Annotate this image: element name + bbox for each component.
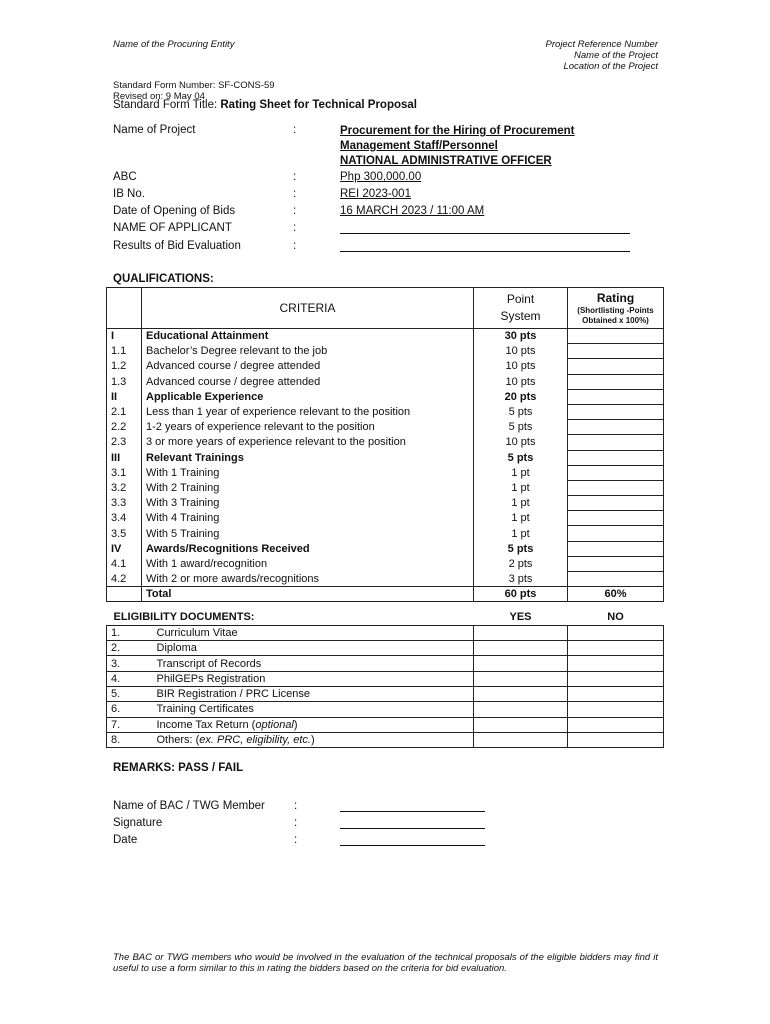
criteria-num: III	[107, 450, 142, 465]
criteria-rating-cell[interactable]	[568, 420, 664, 435]
criteria-num: 2.3	[107, 435, 142, 450]
header-num-cell	[107, 288, 142, 329]
eligibility-no-cell[interactable]	[568, 717, 664, 732]
total-num-cell	[107, 587, 142, 602]
eligibility-row	[107, 702, 664, 717]
eligibility-yes-cell[interactable]	[474, 641, 568, 656]
signature-blank-line[interactable]	[340, 817, 485, 829]
form-title-prefix: Standard Form Title:	[113, 99, 221, 111]
total-label: Total	[142, 587, 474, 602]
eligibility-no-header: NO	[607, 611, 624, 624]
criteria-row	[107, 435, 664, 450]
criteria-row	[107, 572, 664, 587]
eligibility-yes-cell[interactable]	[474, 656, 568, 671]
criteria-rating-cell[interactable]	[568, 329, 664, 344]
criteria-desc: Educational Attainment	[142, 329, 474, 344]
criteria-body	[107, 329, 664, 602]
criteria-points: 10 pts	[474, 344, 568, 359]
eligibility-yes-cell[interactable]	[474, 717, 568, 732]
criteria-desc: With 3 Training	[142, 496, 474, 511]
eligibility-header-row	[107, 610, 664, 625]
eligibility-doc-tail: )	[310, 734, 315, 747]
eligibility-yes-cell[interactable]	[474, 702, 568, 717]
criteria-row	[107, 329, 664, 344]
eligibility-heading: ELIGIBILITY DOCUMENTS:	[113, 611, 255, 624]
eligibility-no-cell[interactable]	[568, 656, 664, 671]
date-blank-line[interactable]	[340, 834, 485, 846]
criteria-points: 20 pts	[474, 389, 568, 404]
form-title: Rating Sheet for Technical Proposal	[220, 99, 417, 111]
eligibility-no-cell[interactable]	[568, 625, 664, 640]
criteria-rating-cell[interactable]	[568, 359, 664, 374]
project-value	[340, 124, 575, 169]
total-rating: 60%	[568, 587, 664, 602]
ib-value: REI 2023-001	[340, 188, 411, 200]
abc-value: Php 300,000.00	[340, 171, 422, 183]
criteria-points: 5 pts	[474, 450, 568, 465]
results-blank-line[interactable]	[340, 240, 630, 252]
header-rating-sub: Obtained x 100%)	[582, 316, 649, 325]
header-point-line: Point	[506, 292, 535, 306]
criteria-row	[107, 374, 664, 389]
criteria-row	[107, 541, 664, 556]
criteria-rating-cell[interactable]	[568, 435, 664, 450]
opening-value: 16 MARCH 2023 / 11:00 AM	[340, 205, 485, 217]
eligibility-row	[107, 625, 664, 640]
criteria-desc: With 1 Training	[142, 465, 474, 480]
eligibility-row	[107, 641, 664, 656]
results-label: Results of Bid Evaluation	[113, 240, 241, 252]
colon: :	[294, 800, 298, 812]
header-point-system	[474, 288, 568, 329]
eligibility-doc-text: Others: (	[156, 734, 200, 747]
criteria-points: 5 pts	[474, 404, 568, 419]
project-value-line: NATIONAL ADMINISTRATIVE OFFICER	[340, 155, 552, 167]
colon: :	[294, 817, 298, 829]
criteria-rating-cell[interactable]	[568, 344, 664, 359]
criteria-points: 1 pt	[474, 496, 568, 511]
colon: :	[293, 171, 297, 183]
criteria-rating-cell[interactable]	[568, 556, 664, 571]
eligibility-doc-note: optional	[255, 718, 294, 731]
eligibility-doc	[153, 686, 474, 701]
eligibility-num: 3.	[107, 656, 153, 671]
member-blank-line[interactable]	[340, 800, 485, 812]
project-label: Name of Project	[113, 124, 196, 136]
eligibility-doc	[153, 702, 474, 717]
criteria-points: 2 pts	[474, 556, 568, 571]
criteria-desc: Relevant Trainings	[142, 450, 474, 465]
form-revised: Revised on: 9 May 04	[113, 91, 205, 102]
criteria-desc: Less than 1 year of experience relevant to the position	[142, 404, 474, 419]
eligibility-no-cell[interactable]	[568, 732, 664, 747]
eligibility-yes-header: YES	[509, 611, 532, 624]
eligibility-row	[107, 671, 664, 686]
criteria-row	[107, 389, 664, 404]
project-reference-number: Project Reference Number	[545, 39, 658, 50]
criteria-points: 30 pts	[474, 329, 568, 344]
eligibility-doc-text: Diploma	[156, 642, 197, 655]
criteria-num: 1.1	[107, 344, 142, 359]
criteria-rating-cell[interactable]	[568, 450, 664, 465]
criteria-num: 3.2	[107, 480, 142, 495]
eligibility-doc-tail: )	[293, 718, 298, 731]
total-points: 60 pts	[474, 587, 568, 602]
criteria-num: 3.5	[107, 526, 142, 541]
eligibility-doc-text: BIR Registration / PRC License	[156, 688, 310, 701]
eligibility-doc-note: ex. PRC, eligibility, etc.	[199, 734, 311, 747]
criteria-num: 1.2	[107, 359, 142, 374]
header-rating-sub: (Shortlisting -Points	[577, 306, 654, 315]
criteria-row	[107, 480, 664, 495]
criteria-desc: Bachelor’s Degree relevant to the job	[142, 344, 474, 359]
criteria-num: 2.2	[107, 420, 142, 435]
criteria-row	[107, 450, 664, 465]
criteria-points: 10 pts	[474, 374, 568, 389]
member-label: Name of BAC / TWG Member	[113, 800, 265, 812]
criteria-row	[107, 511, 664, 526]
criteria-desc: With 5 Training	[142, 526, 474, 541]
eligibility-row	[107, 686, 664, 701]
header-rating-title: Rating	[596, 291, 635, 305]
procuring-entity: Name of the Procuring Entity	[113, 39, 235, 50]
eligibility-doc-text: Curriculum Vitae	[156, 626, 238, 639]
remarks: REMARKS: PASS / FAIL	[113, 762, 244, 774]
eligibility-row	[107, 656, 664, 671]
eligibility-num: 5.	[107, 686, 153, 701]
criteria-row	[107, 556, 664, 571]
criteria-rating-cell[interactable]	[568, 374, 664, 389]
eligibility-num: 7.	[107, 717, 153, 732]
criteria-rating-cell[interactable]	[568, 541, 664, 556]
colon: :	[293, 188, 297, 200]
colon: :	[293, 124, 297, 136]
eligibility-doc	[153, 625, 474, 640]
eligibility-num: 4.	[107, 671, 153, 686]
eligibility-doc	[153, 656, 474, 671]
header-rating	[568, 288, 664, 329]
criteria-desc: 1-2 years of experience relevant to the position	[142, 420, 474, 435]
criteria-desc: With 4 Training	[142, 511, 474, 526]
criteria-points: 1 pt	[474, 511, 568, 526]
criteria-table	[106, 287, 664, 602]
criteria-points: 3 pts	[474, 572, 568, 587]
eligibility-row	[107, 732, 664, 747]
eligibility-body	[107, 610, 664, 748]
project-value-line: Procurement for the Hiring of Procurement	[340, 125, 575, 137]
eligibility-doc-text: Training Certificates	[156, 703, 254, 716]
criteria-rating-cell[interactable]	[568, 572, 664, 587]
criteria-row	[107, 420, 664, 435]
criteria-desc: With 2 or more awards/recognitions	[142, 572, 474, 587]
project-value-line: Management Staff/Personnel	[340, 140, 498, 152]
criteria-rating-cell[interactable]	[568, 480, 664, 495]
criteria-row	[107, 359, 664, 374]
criteria-desc: 3 or more years of experience relevant to the position	[142, 435, 474, 450]
criteria-num: I	[107, 329, 142, 344]
eligibility-doc	[153, 641, 474, 656]
header-point-line: System	[500, 309, 541, 323]
criteria-row	[107, 496, 664, 511]
form-number: Standard Form Number: SF-CONS-59	[113, 80, 275, 91]
project-header-block	[546, 39, 658, 72]
criteria-desc: Applicable Experience	[142, 389, 474, 404]
criteria-points: 10 pts	[474, 359, 568, 374]
eligibility-no-cell[interactable]	[568, 702, 664, 717]
criteria-desc: With 2 Training	[142, 480, 474, 495]
eligibility-num: 6.	[107, 702, 153, 717]
criteria-points: 5 pts	[474, 420, 568, 435]
eligibility-no-cell[interactable]	[568, 686, 664, 701]
eligibility-doc	[153, 717, 474, 732]
opening-label: Date of Opening of Bids	[113, 205, 236, 217]
criteria-rating-cell[interactable]	[568, 511, 664, 526]
project-location-header: Location of the Project	[563, 61, 658, 72]
colon: :	[293, 205, 297, 217]
criteria-rating-cell[interactable]	[568, 496, 664, 511]
eligibility-yes-cell[interactable]	[474, 732, 568, 747]
applicant-blank-line[interactable]	[340, 222, 630, 234]
criteria-header-row	[107, 288, 664, 329]
eligibility-table	[106, 610, 664, 748]
eligibility-no-cell[interactable]	[568, 671, 664, 686]
criteria-num: 2.1	[107, 404, 142, 419]
criteria-rating-cell[interactable]	[568, 465, 664, 480]
qualifications-heading: QUALIFICATIONS:	[113, 273, 214, 285]
criteria-num: 3.3	[107, 496, 142, 511]
eligibility-doc	[153, 671, 474, 686]
eligibility-no-cell[interactable]	[568, 641, 664, 656]
eligibility-doc-text: Transcript of Records	[156, 657, 262, 670]
criteria-points: 1 pt	[474, 480, 568, 495]
abc-label: ABC	[113, 171, 137, 183]
criteria-points: 1 pt	[474, 465, 568, 480]
criteria-num: II	[107, 389, 142, 404]
eligibility-doc-text: PhilGEPs Registration	[156, 672, 266, 685]
criteria-desc: Awards/Recognitions Received	[142, 541, 474, 556]
criteria-rating-cell[interactable]	[568, 526, 664, 541]
eligibility-yes-cell[interactable]	[474, 686, 568, 701]
criteria-num: IV	[107, 541, 142, 556]
colon: :	[294, 834, 298, 846]
ib-label: IB No.	[113, 188, 145, 200]
project-name-header: Name of the Project	[574, 50, 658, 61]
eligibility-num: 1.	[107, 625, 153, 640]
header-criteria: CRITERIA	[142, 288, 474, 329]
eligibility-row	[107, 717, 664, 732]
colon: :	[293, 222, 297, 234]
criteria-row	[107, 404, 664, 419]
criteria-row	[107, 526, 664, 541]
criteria-total-row	[107, 587, 664, 602]
criteria-num: 3.4	[107, 511, 142, 526]
criteria-desc: With 1 award/recognition	[142, 556, 474, 571]
date-label: Date	[113, 834, 138, 846]
criteria-desc: Advanced course / degree attended	[142, 374, 474, 389]
criteria-row	[107, 465, 664, 480]
criteria-num: 4.1	[107, 556, 142, 571]
eligibility-doc-text: Income Tax Return (	[156, 718, 256, 731]
form-title-line	[113, 99, 417, 111]
criteria-points: 5 pts	[474, 541, 568, 556]
colon: :	[293, 240, 297, 252]
criteria-points: 10 pts	[474, 435, 568, 450]
criteria-row	[107, 344, 664, 359]
criteria-points: 1 pt	[474, 526, 568, 541]
eligibility-num: 2.	[107, 641, 153, 656]
signature-label: Signature	[113, 817, 163, 829]
eligibility-yes-cell[interactable]	[474, 671, 568, 686]
criteria-rating-cell[interactable]	[568, 389, 664, 404]
criteria-desc: Advanced course / degree attended	[142, 359, 474, 374]
applicant-label: NAME OF APPLICANT	[113, 222, 232, 234]
criteria-num: 4.2	[107, 572, 142, 587]
criteria-num: 3.1	[107, 465, 142, 480]
criteria-num: 1.3	[107, 374, 142, 389]
eligibility-doc	[153, 732, 474, 747]
eligibility-num: 8.	[107, 732, 153, 747]
criteria-rating-cell[interactable]	[568, 404, 664, 419]
eligibility-yes-cell[interactable]	[474, 625, 568, 640]
footer-note: The BAC or TWG members who would be involved in the evaluation of the technical proposals of the eligible bidders may find it useful to use a form similar to this in rating the bidders based on the criteria for bid evaluation.	[113, 952, 658, 974]
